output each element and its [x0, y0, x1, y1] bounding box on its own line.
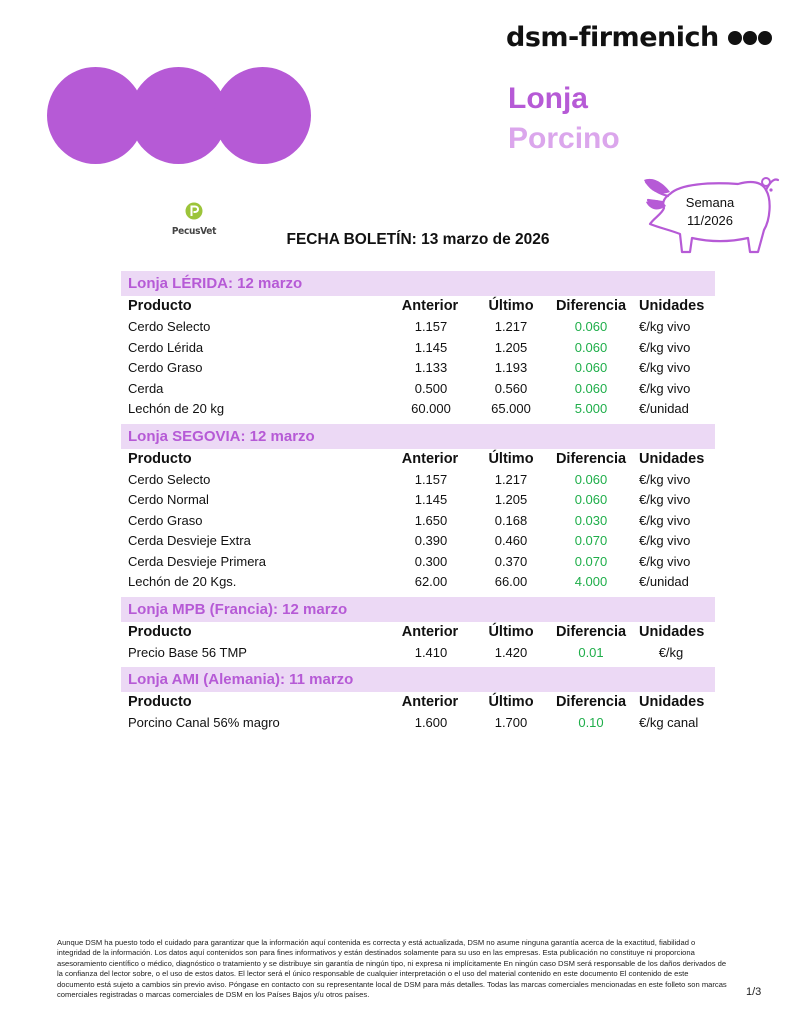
brand-logo	[506, 22, 772, 53]
column-header-previous: Anterior	[401, 694, 459, 710]
column-header-latest: Último	[488, 450, 534, 467]
product-cell: Cerda Desvieje Extra	[128, 533, 251, 548]
previous-price-cell: 1.133	[414, 360, 448, 375]
week-label: Semana	[685, 195, 735, 210]
column-header-units: Unidades	[639, 623, 705, 640]
units-cell: €/unidad	[639, 574, 689, 589]
section-title: Lonja MPB (Francia): 12 marzo	[121, 597, 715, 622]
table-row	[121, 470, 715, 491]
table-row	[121, 572, 715, 593]
market-section	[121, 271, 715, 424]
latest-price-cell: 65.000	[491, 401, 531, 416]
product-cell: Precio Base 56 TMP	[128, 644, 247, 660]
table-row	[121, 399, 715, 420]
table-row	[121, 511, 715, 532]
product-cell: Cerda	[128, 380, 164, 396]
product-cell: Cerdo Normal	[128, 492, 209, 507]
table-header-row	[121, 449, 715, 470]
product-cell: Cerdo Lérida	[128, 339, 204, 355]
column-header-units: Unidades	[639, 298, 705, 314]
product-cell: Cerdo Selecto	[128, 471, 211, 487]
column-header-product: Producto	[128, 298, 192, 314]
units-cell: €/kg canal	[639, 715, 699, 730]
product-cell: Cerdo Graso	[128, 360, 203, 375]
previous-price-cell: 0.390	[414, 533, 448, 548]
latest-price-cell: 1.205	[494, 339, 528, 355]
difference-cell: 5.000	[574, 401, 608, 416]
difference-cell: 0.060	[574, 339, 608, 355]
latest-price-cell: 1.700	[494, 715, 528, 730]
difference-cell: 4.000	[574, 574, 608, 589]
units-cell: €/kg vivo	[639, 319, 691, 334]
difference-cell: 0.030	[574, 512, 608, 528]
table-header-row	[121, 296, 715, 317]
units-cell: €/kg vivo	[639, 380, 691, 396]
page-title: Lonja	[508, 82, 588, 115]
bulletin-date: FECHA BOLETÍN: 13 marzo de 2026	[286, 231, 550, 248]
latest-price-cell: 1.193	[494, 360, 528, 375]
latest-price-cell: 0.460	[494, 533, 528, 548]
latest-price-cell: 0.370	[494, 553, 528, 569]
page-number: 1/3	[746, 986, 762, 998]
column-header-latest: Último	[488, 694, 534, 710]
units-cell: €/kg	[658, 644, 684, 660]
week-badge	[672, 194, 748, 230]
latest-price-cell: 1.217	[494, 319, 528, 334]
units-cell: €/kg vivo	[639, 339, 691, 355]
table-header-row	[121, 692, 715, 713]
previous-price-cell: 1.145	[414, 339, 448, 355]
units-cell: €/kg vivo	[639, 471, 691, 487]
table-row	[121, 531, 715, 552]
table-row	[121, 713, 715, 734]
previous-price-cell: 1.650	[414, 512, 448, 528]
section-spacer	[121, 734, 715, 738]
previous-price-cell: 1.600	[414, 715, 448, 730]
market-section	[121, 597, 715, 668]
difference-cell: 0.060	[574, 471, 608, 487]
product-cell: Cerdo Selecto	[128, 319, 211, 334]
difference-cell: 0.060	[574, 319, 608, 334]
difference-cell: 0.060	[574, 380, 608, 396]
page-subtitle: Porcino	[508, 122, 620, 155]
units-cell: €/unidad	[639, 401, 689, 416]
section-title: Lonja LÉRIDA: 12 marzo	[121, 271, 715, 296]
column-header-product: Producto	[128, 694, 192, 710]
section-title: Lonja AMI (Alemania): 11 marzo	[121, 667, 715, 692]
pecusvet-icon	[185, 202, 203, 220]
latest-price-cell: 0.560	[494, 380, 528, 396]
units-cell: €/kg vivo	[639, 492, 691, 507]
previous-price-cell: 1.157	[414, 319, 448, 334]
market-section	[121, 424, 715, 597]
table-header-row	[121, 622, 715, 643]
difference-cell: 0.070	[574, 553, 608, 569]
product-cell: Porcino Canal 56% magro	[128, 715, 280, 730]
difference-cell: 0.060	[574, 492, 608, 507]
column-header-product: Producto	[128, 450, 192, 467]
difference-cell: 0.01	[578, 644, 604, 660]
table-row	[121, 490, 715, 511]
previous-price-cell: 1.157	[414, 471, 448, 487]
table-row	[121, 552, 715, 573]
market-section	[121, 667, 715, 738]
previous-price-cell: 1.410	[414, 644, 448, 660]
latest-price-cell: 0.168	[494, 512, 528, 528]
units-cell: €/kg vivo	[639, 553, 691, 569]
difference-cell: 0.070	[574, 533, 608, 548]
units-cell: €/kg vivo	[639, 360, 691, 375]
pecusvet-label: PecusVet	[171, 226, 217, 237]
disclaimer: Aunque DSM ha puesto todo el cuidado para garantizar que la información aquí contenida es correcta y está actualizada, DSM no asume ninguna garantía acerca de la exactitud, fiabilidad o integridad de la información. Los datos aquí contenidos son para fines informativos y están destinados solamente para su uso en las empresas. Esta publicación no constituye ni proporciona asesoramiento científico o médico, diagnóstico o tratamiento y se distribuye sin garantía de ningún tipo, ni expresa ni implícitamente En ningún caso DSM será responsable de los daños derivados de la confianza del lector sobre, o el uso de estos datos. El lector será el único responsable de cualquier interpretación o el uso del material contenido en este documento El contenido de este documento está sujeto a cambios sin previo aviso. Póngase en contacto con su representante local de DSM para más detalles. Todas las marcas comerciales mencionadas en este folleto son marcas comerciales registradas o marcas comerciales de DSM en los Países Bajos y/u otros países.	[57, 938, 727, 1000]
previous-price-cell: 1.145	[414, 492, 448, 507]
column-header-units: Unidades	[639, 450, 705, 467]
units-cell: €/kg vivo	[639, 533, 691, 548]
latest-price-cell: 1.217	[494, 471, 528, 487]
table-row	[121, 643, 715, 664]
column-header-difference: Diferencia	[555, 450, 627, 467]
brand-dots-icon	[727, 31, 772, 45]
previous-price-cell: 62.00	[414, 574, 448, 589]
week-value: 11/2026	[686, 213, 734, 228]
table-row	[121, 358, 715, 379]
difference-cell: 0.10	[578, 715, 604, 730]
product-cell: Cerda Desvieje Primera	[128, 553, 266, 569]
column-header-previous: Anterior	[401, 298, 459, 314]
product-cell: Cerdo Graso	[128, 512, 203, 528]
brand-name: dsm-firmenich	[506, 22, 719, 53]
table-row	[121, 379, 715, 400]
units-cell: €/kg vivo	[639, 512, 691, 528]
previous-price-cell: 0.300	[414, 553, 448, 569]
section-title: Lonja SEGOVIA: 12 marzo	[121, 424, 715, 449]
column-header-difference: Diferencia	[555, 298, 627, 314]
difference-cell: 0.060	[574, 360, 608, 375]
product-cell: Lechón de 20 Kgs.	[128, 574, 237, 589]
column-header-difference: Diferencia	[555, 694, 627, 710]
table-row	[121, 338, 715, 359]
product-cell: Lechón de 20 kg	[128, 401, 225, 416]
latest-price-cell: 66.00	[494, 574, 528, 589]
latest-price-cell: 1.205	[494, 492, 528, 507]
column-header-latest: Último	[488, 623, 534, 640]
price-tables	[121, 271, 715, 738]
latest-price-cell: 1.420	[494, 644, 528, 660]
column-header-difference: Diferencia	[555, 623, 627, 640]
column-header-units: Unidades	[639, 694, 705, 710]
table-row	[121, 317, 715, 338]
previous-price-cell: 60.000	[411, 401, 451, 416]
column-header-previous: Anterior	[401, 450, 459, 467]
column-header-product: Producto	[128, 623, 192, 640]
column-header-previous: Anterior	[401, 623, 459, 640]
column-header-latest: Último	[488, 298, 534, 314]
previous-price-cell: 0.500	[414, 380, 448, 396]
